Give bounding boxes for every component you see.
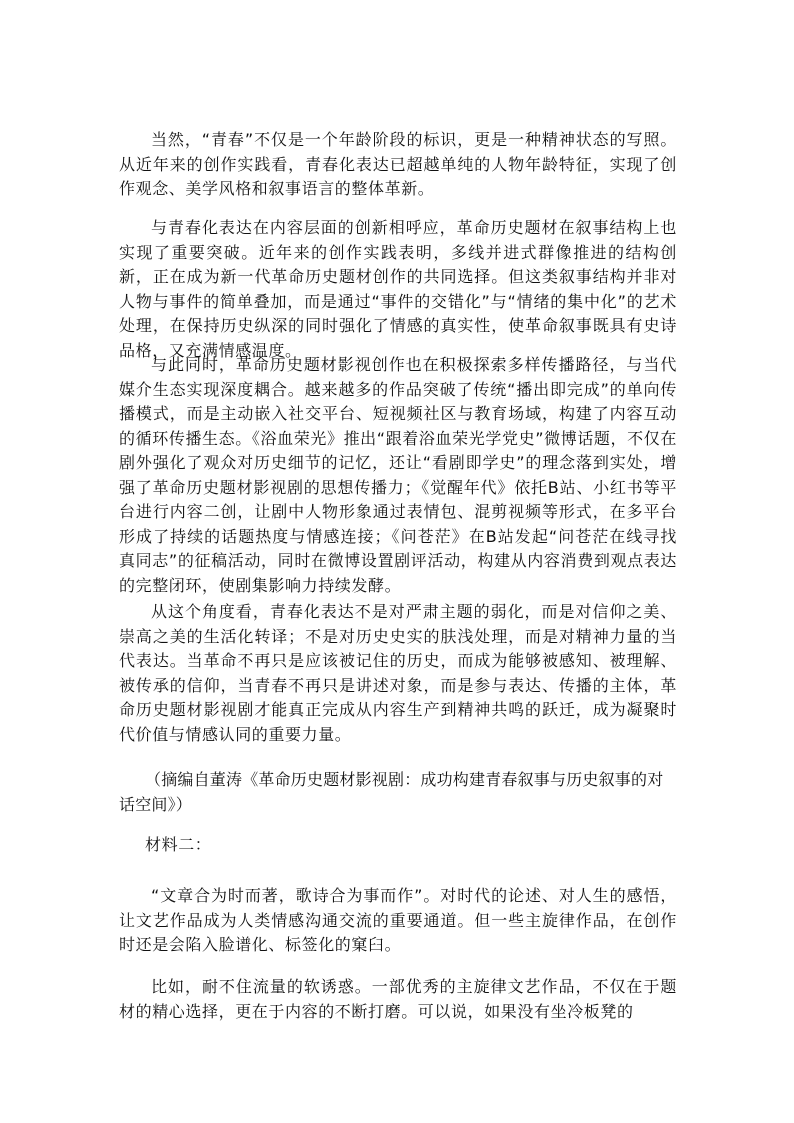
material-2-paragraph-1-block [119,884,677,958]
material-2-paragraph-2-block [119,975,677,1024]
paragraph: 与此同时，革命历史题材影视创作也在积极探索多样传播路径，与当代媒介生态实现深度耦合。越来越多的作品突破了传统“播出即完成”的单向传播模式，而是主动嵌入社交平台、短视频社区与教育场域，构建了内容互动的循环传播生态。《浴血荣光》推出“跟着浴血荣光学党史”微博话题，不仅在剧外强化了观众对历史细节的记忆，还让“看剧即学史”的理念落到实处，增强了革命历史题材影视剧的思想传播力；《觉醒年代》依托B站、小红书等平台进行内容二创，让剧中人物形象通过表情包、混剪视频等形式，在多平台形成了持续的话题热度与情感连接；《问苍茫》在B站发起“问苍茫在线寻找真同志”的征稿活动，同时在微博设置剧评活动，构建从内容消费到观点表达的完整闭环，使剧集影响力持续发酵。 [119,355,677,595]
paragraph: 当然，“青春”不仅是一个年龄阶段的标识，更是一种精神状态的写照。从近年来的创作实践看，青春化表达已超越单纯的人物年龄特征，实现了创作观念、美学风格和叙事语言的整体革新。 [119,130,677,198]
source-citation-block [119,769,677,818]
paragraph-3-block [119,353,677,598]
paragraph-4-block [119,600,677,747]
material-2-label: 材料二： [145,837,212,854]
paragraph: “文章合为时而著，歌诗合为事而作”。对时代的论述、对人生的感悟，让文艺作品成为人类情感沟通交流的重要通道。但一些主旋律作品，在创作时还是会陷入脸谱化、标签化的窠臼。 [119,886,677,954]
paragraph: 比如，耐不住流量的软诱惑。一部优秀的主旋律文艺作品，不仅在于题材的精心选择，更在于内容的不断打磨。可以说，如果没有坐冷板凳的 [119,977,677,1021]
paragraph: 从这个角度看，青春化表达不是对严肃主题的弱化，而是对信仰之美、崇高之美的生活化转译；不是对历史史实的肤浅处理，而是对精神力量的当代表达。当革命不再只是应该被记住的历史，而成为能够被感知、被理解、被传承的信仰，当青春不再只是讲述对象，而是参与表达、传播的主体，革命历史题材影视剧才能真正完成从内容生产到精神共鸣的跃迁，成为凝聚时代价值与情感认同的重要力量。 [119,602,677,744]
source-citation: （摘编自董涛《革命历史题材影视剧：成功构建青春叙事与历史叙事的对话空间》） [119,772,664,814]
paragraph-1-block [119,128,677,202]
material-2-label-block [119,834,677,859]
paragraph: 与青春化表达在内容层面的创新相呼应，革命历史题材在叙事结构上也实现了重要突破。近年来的创作实践表明，多线并进式群像推进的结构创新，正在成为新一代革命历史题材创作的共同选择。但这类叙事结构并非对人物与事件的简单叠加，而是通过“事件的交错化”与“情绪的集中化”的艺术处理，在保持历史纵深的同时强化了情感的真实性，使革命叙事既具有史诗品格，又充满情感温度。 [119,218,677,360]
paragraph-2-block [119,216,677,363]
